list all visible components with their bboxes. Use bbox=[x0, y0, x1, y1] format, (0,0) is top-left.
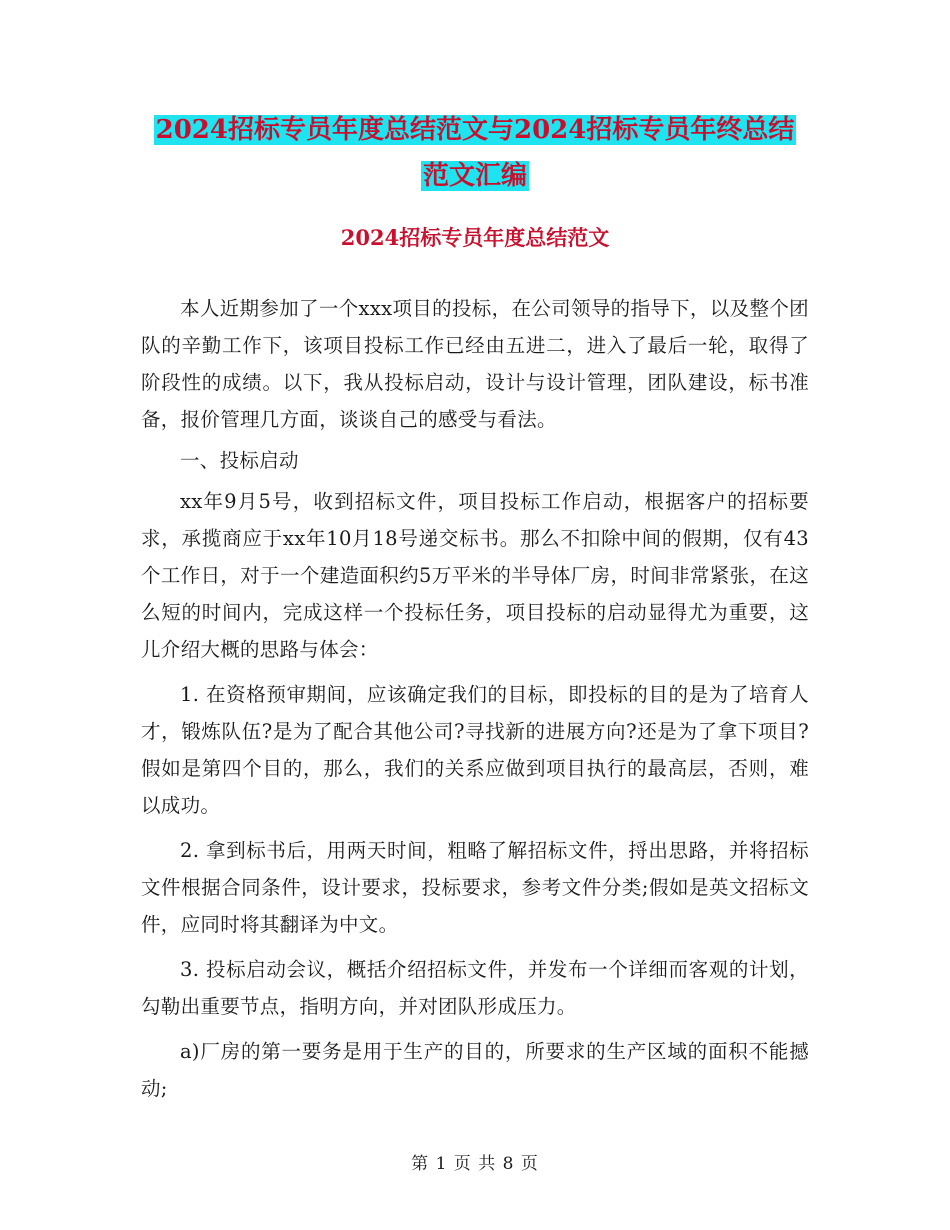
document-title-line-2 bbox=[0, 156, 950, 196]
paragraph-launch: xx年9月5号，收到招标文件，项目投标工作启动，根据客户的招标要求，承揽商应于xx年10月18号递交标书。那么不扣除中间的假期，仅有43个工作日，对于一个建造面积约5万平米的半导体厂房，时间非常紧张，在这么短的时间内，完成这样一个投标任务，项目投标的启动显得尤为重要，这儿介绍大概的思路与体会： bbox=[141, 490, 809, 661]
document-title-line-1 bbox=[0, 110, 950, 150]
paragraph-item-2: 2. 拿到标书后，用两天时间，粗略了解招标文件，捋出思路，并将招标文件根据合同条件，设计要求，投标要求，参考文件分类;假如是英文招标文件，应同时将其翻译为中文。 bbox=[141, 839, 809, 936]
section-title: 2024招标专员年度总结范文 bbox=[340, 225, 610, 250]
paragraph-item-3: 3. 投标启动会议，概括介绍招标文件，并发布一个详细而客观的计划，勾勒出重要节点，指明方向，并对团队形成压力。 bbox=[141, 958, 809, 1018]
paragraph-item-1: 1. 在资格预审期间，应该确定我们的目标，即投标的目的是为了培育人才，锻炼队伍?是为了配合其他公司?寻找新的进展方向?还是为了拿下项目?假如是第四个目的，那么，我们的关系应做到项目执行的最高层，否则，难以成功。 bbox=[141, 683, 809, 817]
paragraph-intro: 本人近期参加了一个xxx项目的投标，在公司领导的指导下，以及整个团队的辛勤工作下，该项目投标工作已经由五进二，进入了最后一轮，取得了阶段性的成绩。以下，我从投标启动，设计与设计管理，团队建设，标书准备，报价管理几方面，谈谈自己的感受与看法。 bbox=[141, 297, 809, 431]
title-highlight-1: 2024招标专员年度总结范文与2024招标专员年终总结 bbox=[155, 115, 795, 145]
paragraph-heading-1: 一、投标启动 bbox=[180, 449, 299, 472]
page-footer: 第 1 页 共 8 页 bbox=[411, 1154, 539, 1174]
title-highlight-2: 范文汇编 bbox=[422, 161, 527, 191]
paragraph-item-a: a)厂房的第一要务是用于生产的目的，所要求的生产区域的面积不能撼动; bbox=[141, 1040, 809, 1100]
document-body bbox=[141, 290, 809, 1107]
